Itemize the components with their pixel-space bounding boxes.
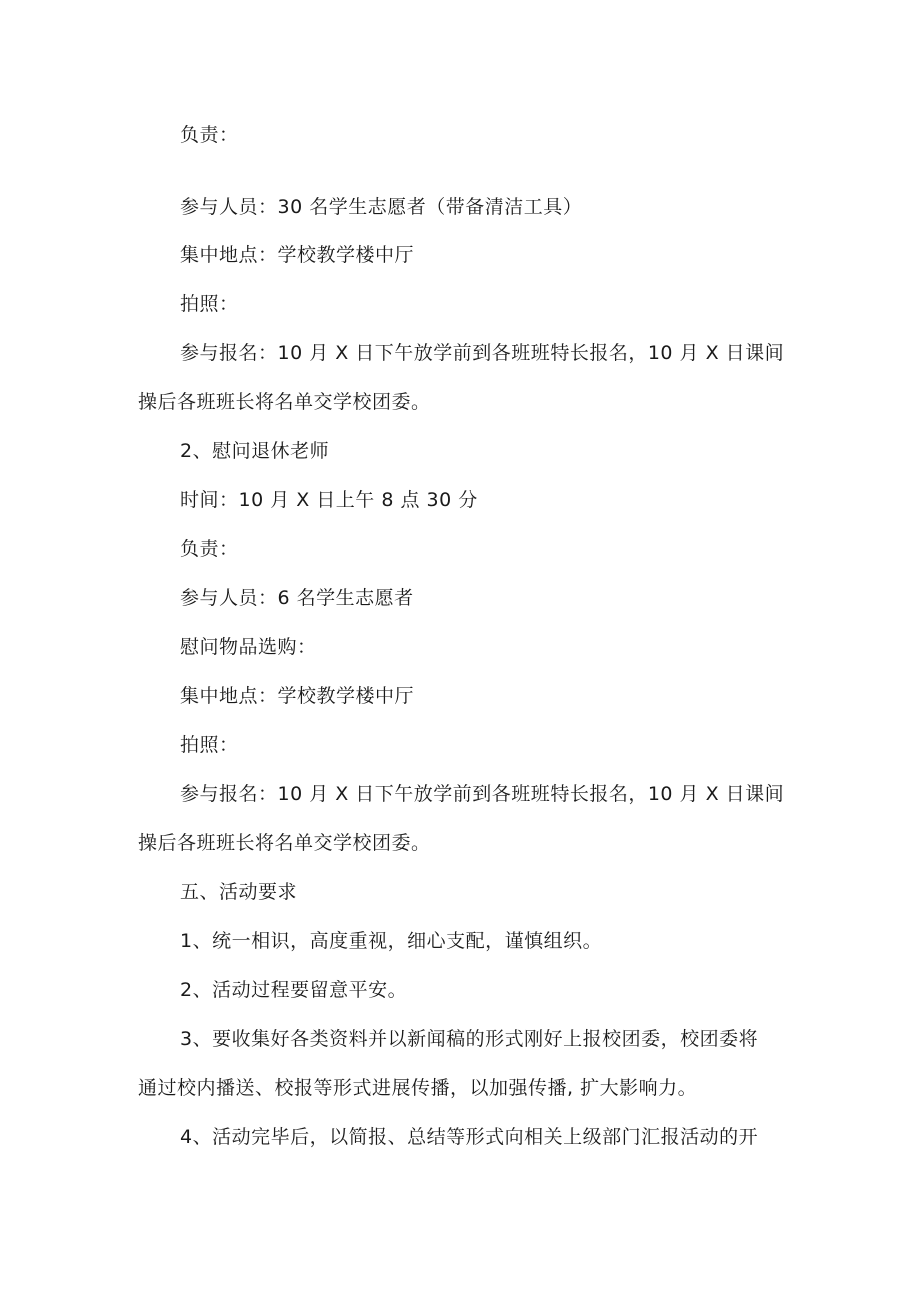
text-line: 集中地点：学校教学楼中厅 — [180, 244, 415, 266]
text-line: 负责： — [180, 124, 239, 146]
text-line: 拍照： — [180, 293, 239, 315]
text-line: 操后各班班长将名单交学校团委。 — [138, 832, 431, 854]
text-line: 慰问物品选购： — [180, 636, 317, 658]
text-line: 1、统一相识，高度重视，细心支配，谨慎组织。 — [180, 930, 603, 952]
text-line: 参与人员：6 名学生志愿者 — [180, 587, 414, 609]
text-line: 负责： — [180, 538, 239, 560]
section-heading: 2、慰问退休老师 — [180, 440, 330, 462]
text-line: 参与报名：10 月 X 日下午放学前到各班班特长报名，10 月 X 日课间 — [180, 342, 785, 364]
text-line: 拍照： — [180, 734, 239, 756]
text-line: 3、要收集好各类资料并以新闻稿的形式刚好上报校团委，校团委将 — [180, 1028, 759, 1050]
text-line: 参与人员：30 名学生志愿者（带备清洁工具） — [180, 196, 583, 218]
text-line: 参与报名：10 月 X 日下午放学前到各班班特长报名，10 月 X 日课间 — [180, 783, 785, 805]
text-line: 2、活动过程要留意平安。 — [180, 979, 408, 1001]
text-line: 时间：10 月 X 日上午 8 点 30 分 — [180, 489, 478, 511]
text-line: 操后各班班长将名单交学校团委。 — [138, 391, 431, 413]
text-line: 集中地点：学校教学楼中厅 — [180, 685, 415, 707]
text-line: 通过校内播送、校报等形式进展传播，以加强传播, 扩大影响力。 — [138, 1077, 698, 1099]
section-heading: 五、活动要求 — [180, 881, 298, 903]
text-line: 4、活动完毕后，以简报、总结等形式向相关上级部门汇报活动的开 — [180, 1126, 759, 1148]
